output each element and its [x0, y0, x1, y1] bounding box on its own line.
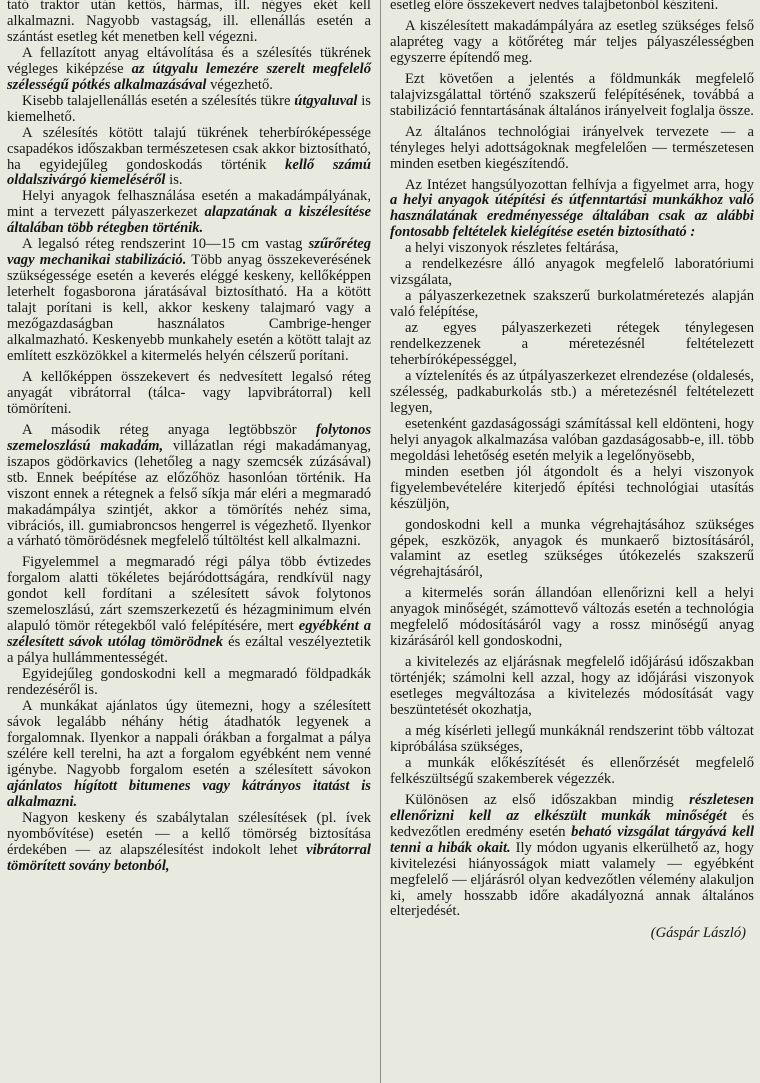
list-item: esetenként gazdaságossági számítással kell eldönteni, hogy helyi anyagok alkalmazása valóban gazdaságosabb-e, ill. több megoldási lehetőség esetén melyik a legelőnyösebb,	[390, 415, 754, 464]
paragraph: A kellőképpen összekevert és nedvesített legalsó réteg anyagát vibrátorral (tálca- vagy lapvibrátorral) kell tömöríteni.	[7, 368, 371, 417]
list-item: a pályaszerkezetnek szakszerű burkolatméretezés alapján való felépítése,	[390, 288, 754, 321]
paragraph: Ezt követően a jelentés a földmunkák megfelelő talajvizsgálattal történő szakszerű felépítésének, továbbá a stabilizáció fenntartásának általános irányelveit foglalja össze.	[390, 70, 754, 119]
list-item: a kivitelezés az eljárásnak megfelelő időjárású időszakban történjék; számolni kell azzal, hogy az időjárási viszonyok esetleges megváltozása a kivitelezés módosítását vagy beszüntetését okozhatja,	[390, 654, 754, 719]
left-column	[7, 0, 371, 874]
list-item: a víztelenítés és az útpályaszerkezet elrendezése (oldalesés, szélesség, padkaburkolás stb.) a méretezésnél feltételezett legyen,	[390, 367, 754, 416]
paragraph: Az általános technológiai irányelvek tervezete — a tényleges helyi adottságoknak megfelelően — természetesen minden esetben kiegészítendő.	[390, 123, 754, 172]
list-item: a kitermelés során állandóan ellenőrizni kell a helyi anyagok minőségét, számottevő változás esetén a technológia megfelelő módosításáról vagy a rossz minőségű anyag kizárásáról kell gondoskodni,	[390, 585, 754, 650]
list-item: a még kísérleti jellegű munkáknál rendszerint több változat kipróbálása szükséges,	[390, 722, 754, 755]
paragraph: A második réteg anyaga legtöbbször folytonos szemeloszlású makadám, villázatlan régi makadámanyag, iszapos gödörkavics (lehetőleg a nagy szemcsék zúzásával) stb. Ennek beépítése az előzőhöz hasonlóan történik. Ha viszont ennek a rétegnek a felső síkja már eléri a megmaradó makadámpálya szintjét, akkor a tömörítés nehéz sima, vibrációs, ill. gumiabroncsos hengerrel is végezhető. Ilyenkor a várható tömörödésnek megfelelő túltöltést kell alkalmazni.	[7, 421, 371, 550]
paragraph: Nagyon keskeny és szabálytalan szélesítések (pl. ívek nyombővítése) esetén — a kellő tömörség biztosítása érdekében — az alapszélesítést indokolt lehet vibrátorral tömörített sovány betonból,	[7, 809, 371, 874]
paragraph: A munkákat ajánlatos úgy ütemezni, hogy a szélesített sávok legalább néhány hétig átadhatók legyenek a forgalomnak. Ilyenkor a nappali órákban a forgalmat a pálya szélére kell terelni, ha azt a forgalom egyébként nem venné igénybe. Nagyobb forgalom esetén a szélesített sávokon ajánlatos hígított bitumenes vagy kátrányos itatást is alkalmazni.	[7, 697, 371, 810]
list-item: minden esetben jól átgondolt és a helyi viszonyok figyelembevételére kiterjedő építési technológiai utasítás készüljön,	[390, 463, 754, 512]
paragraph: Helyi anyagok felhasználása esetén a makadámpályának, mint a tervezett pályaszerkezet alapzatának a kiszélesítése általában több rétegben történik.	[7, 188, 371, 237]
list-item: a helyi viszonyok részletes feltárása,	[405, 240, 619, 257]
right-column	[390, 0, 754, 942]
author-signature: (Gáspár László)	[650, 925, 746, 942]
list-item: a rendelkezésre álló anyagok megfelelő laboratóriumi vizsgálata,	[390, 256, 754, 289]
paragraph: Egyidejűleg gondoskodni kell a megmaradó földpadkák rendezéséről is.	[7, 666, 371, 699]
paragraph: A fellazított anyag eltávolítása és a szélesítés tükrének végleges kiképzése az útgyalu lemezére szerelt megfelelő szélességű pótkés alkalmazásával végezhető.	[7, 44, 372, 93]
paragraph: A szélesítés kötött talajú tükrének teherbíróképessége csapadékos időszakban természetesen csak akkor biztosítható, ha egyidejűleg gondoskodás történik kellő számú oldalszivárgó kiemeléséről is.	[7, 124, 371, 189]
paragraph: Különösen az első időszakban mindig részletesen ellenőrizni kell az elkészült munkák minőségét és kedvezőtlen eredmény esetén beható vizsgálat tárgyává kell tenni a hibák okait. Ily módon ugyanis elkerülhető az, hogy kivitelezési hiányosságok miatt valamely — egyébként megfelelő — eljárásról olyan kedvezőtlen vélemény alakuljon ki, amely hosszabb időre akadályozná annak általános elterjedését.	[390, 791, 754, 920]
list-item: az egyes pályaszerkezeti rétegek ténylegesen rendelkezzenek a méretezésnél feltételezett teherbíróképességgel,	[390, 320, 754, 369]
paragraph: A kiszélesített makadámpályára az esetleg szükséges felső alapréteg vagy a kötőréteg már teljes pályaszélességben egyszerre építendő meg.	[390, 17, 754, 66]
list-item: a munkák előkészítését és ellenőrzését megfelelő felkészültségű szakemberek végezzék.	[390, 754, 754, 787]
list-item: gondoskodni kell a munka végrehajtásához szükséges gépek, eszközök, anyagok és munkaerő biztosításáról, valamint az esetleg szükséges útókezelés szakszerű végrehajtásáról,	[390, 516, 754, 581]
paragraph: Az Intézet hangsúlyozottan felhívja a figyelmet arra, hogy a helyi anyagok útépítési és útfenntartási munkákhoz való használatának eredményessége általában csak az alábbi fontosabb feltételek kielégítése esetén biztosítható :	[390, 176, 754, 241]
paragraph: A legalsó réteg rendszerint 10—15 cm vastag szűrőréteg vagy mechanikai stabilizáció. Több anyag összekeverésének szükségessége esetén a keverés eléggé keskeny, kellőképpen leterhelt fogasborona járatásával biztosítható. Ha a kötött talajt porítani is kell, akkor keskeny talajmaró vagy a mezőgazdaságban használatos Cambrige-henger alkalmazható. Keskenyebb munkahely esetén a kötött talajt az említett eszközökkel a kitermelés helyén célszerű porítani.	[7, 236, 371, 364]
paragraph: Kisebb talajellenállás esetén a szélesítés tükre útgyaluval is kiemelhető.	[7, 92, 371, 125]
paragraph: Figyelemmel a megmaradó régi pálya több évtizedes forgalom alatti tökéletes bejáródottságára, rendkívül nagy gondot kell fordítani a szélesített sávok folytonos szemeloszlású, zárt szemszerkezetű és hézagminimum elvén alapuló tömör rétegekből való felépítésére, mert egyébként a szélesített sávok utólag tömörödnek és ezáltal veszélyeztetik a pálya hullámmentességét.	[7, 554, 372, 667]
paragraph: esetleg előre összekevert nedves talajbetonból készíteni.	[390, 0, 719, 13]
paragraph: tató traktor után kettős, hármas, ill. négyes ekét kell alkalmazni. Nagyobb vastagság, ill. ellenállás esetén a szántást esetleg két menetben kell végezni.	[7, 0, 371, 45]
column-divider	[380, 0, 381, 1083]
